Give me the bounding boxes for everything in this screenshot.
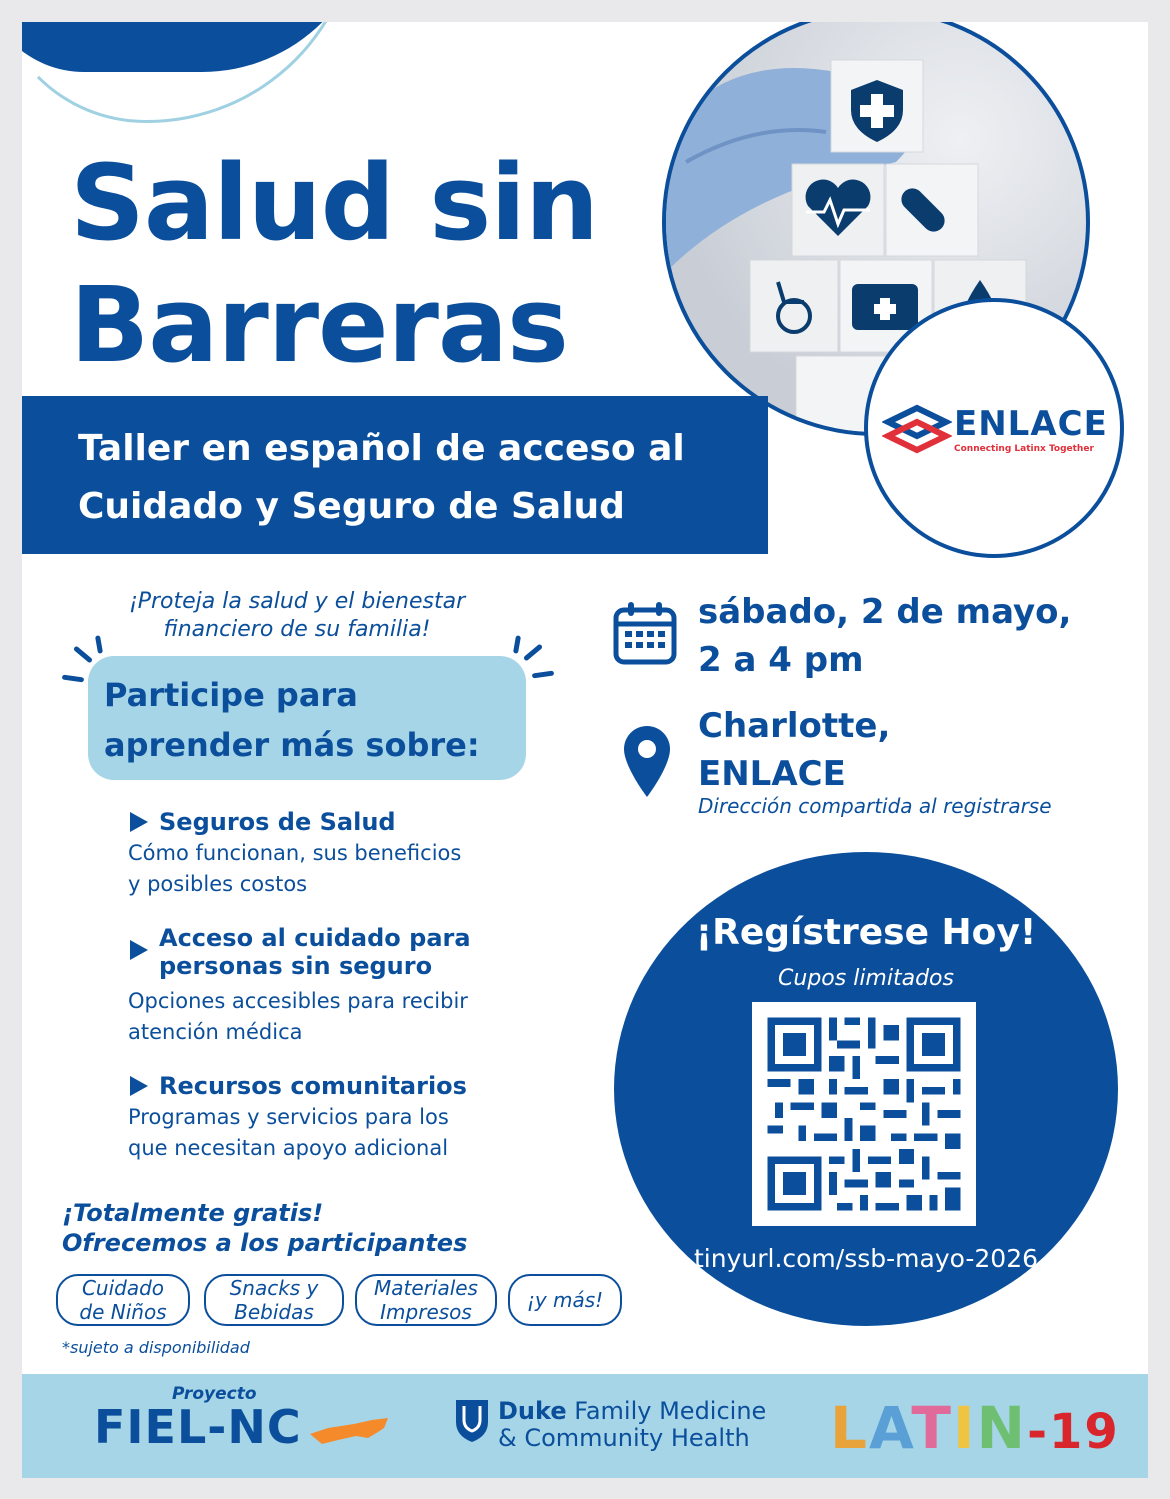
event-time: 2 a 4 pm: [698, 640, 864, 680]
registration-qr-code[interactable]: [752, 1002, 976, 1226]
subtitle-banner-text: [78, 420, 758, 536]
accent-ray: [523, 644, 543, 662]
learn-more-line-1: Participe para: [104, 676, 358, 714]
north-carolina-map-icon: [308, 1416, 390, 1446]
latin19-letter: N: [976, 1394, 1028, 1462]
duke-shield-icon: [454, 1398, 490, 1444]
topic-description-line: Programas y servicios para los: [128, 1105, 449, 1129]
latin19-letter: A: [868, 1394, 912, 1462]
registration-title: ¡Regístrese Hoy!: [695, 912, 1037, 953]
event-date-line-1: sábado, 2 de mayo,: [698, 592, 1072, 632]
banner-line-2: Cuidado y Seguro de Salud: [78, 486, 625, 527]
topic-description-line: que necesitan apoyo adicional: [128, 1136, 449, 1160]
tagline: [82, 588, 512, 644]
free-offer-line-2: Ofrecemos a los participantes: [62, 1229, 468, 1257]
title-line-1: Salud sin: [70, 142, 599, 264]
enlace-logo-tagline: Connecting Latinx Together: [954, 444, 1094, 454]
chip-line: de Niños: [79, 1300, 167, 1324]
topic-title-line: personas sin seguro: [159, 952, 433, 980]
qr-code-icon: [752, 1002, 976, 1226]
accent-ray: [513, 635, 521, 654]
learn-more-heading: [104, 670, 524, 770]
chip-line: Cuidado: [81, 1276, 165, 1300]
chip-line: ¡y más!: [526, 1288, 604, 1312]
topic-description-line: y posibles costos: [128, 872, 308, 896]
event-location-note: Dirección compartida al registrarse: [698, 794, 1052, 818]
latin19-suffix: -19: [1027, 1404, 1120, 1460]
corner-wave-line: [22, 22, 358, 123]
event-location: [698, 702, 890, 798]
enlace-logo-icon: [882, 402, 952, 458]
topic-title: Seguros de Salud: [159, 808, 396, 836]
latin19-letter: T: [911, 1394, 953, 1462]
chip-line: Materiales: [374, 1276, 478, 1300]
topic-title: Recursos comunitarios: [159, 1072, 467, 1100]
topic-title-line: Acceso al cuidado para: [159, 924, 471, 952]
latin19-letter: I: [952, 1394, 977, 1462]
topic-description-line: Opciones accesibles para recibir: [128, 989, 468, 1013]
topic-description: [128, 838, 461, 900]
learn-more-line-2: aprender más sobre:: [104, 726, 480, 764]
offer-chip-snacks: [204, 1274, 344, 1326]
free-offer-heading: [62, 1198, 467, 1258]
accent-ray: [532, 670, 554, 678]
topic-description: [128, 1102, 449, 1164]
fiel-logo-prefix: Proyecto: [172, 1384, 257, 1404]
offer-chip-materials: [355, 1274, 497, 1326]
offer-chip-more: [508, 1274, 622, 1326]
topic-description: [128, 986, 468, 1048]
flyer: [22, 22, 1148, 1478]
enlace-logo-circle: [864, 298, 1124, 558]
free-offer-line-1: ¡Totalmente gratis!: [62, 1199, 324, 1227]
accent-ray: [73, 646, 93, 664]
latin19-logo: [830, 1394, 1120, 1462]
bullet-arrow-icon: [130, 940, 148, 960]
event-date: [698, 588, 1071, 684]
enlace-logo-name: ENLACE: [954, 404, 1108, 444]
duke-logo-line-1: Family Medicine: [566, 1397, 767, 1425]
event-location-line-2: ENLACE: [698, 754, 846, 794]
calendar-icon: [612, 600, 678, 666]
chip-line: Snacks y: [229, 1276, 319, 1300]
topic-description-line: Cómo funcionan, sus beneficios: [128, 841, 462, 865]
event-location-line-1: Charlotte,: [698, 706, 891, 746]
bullet-arrow-icon: [130, 812, 148, 832]
duke-logo-text: [498, 1398, 766, 1452]
tagline-line-2: financiero de su familia!: [163, 617, 431, 642]
map-pin-icon: [622, 724, 672, 800]
duke-logo-line-2: & Community Health: [498, 1424, 750, 1452]
title-line-2: Barreras: [70, 264, 568, 386]
topic-description-line: atención médica: [128, 1020, 303, 1044]
registration-subtitle: Cupos limitados: [778, 966, 954, 991]
chip-line: Bebidas: [234, 1300, 314, 1324]
banner-line-1: Taller en español de acceso al: [78, 428, 685, 469]
tagline-line-1: ¡Proteja la salud y el bienestar: [128, 589, 466, 614]
registration-url[interactable]: tinyurl.com/ssb-mayo-2026: [693, 1244, 1039, 1273]
duke-logo-bold: Duke: [498, 1397, 567, 1425]
availability-note: *sujeto a disponibilidad: [62, 1338, 250, 1357]
accent-ray: [62, 674, 84, 682]
chip-line: Impresos: [380, 1300, 472, 1324]
fiel-logo-name: FIEL-NC: [94, 1400, 302, 1454]
bullet-arrow-icon: [130, 1076, 148, 1096]
latin19-letter: L: [830, 1394, 869, 1462]
page-title: [70, 142, 598, 386]
offer-chip-childcare: [56, 1274, 190, 1326]
topic-title: [159, 924, 471, 980]
